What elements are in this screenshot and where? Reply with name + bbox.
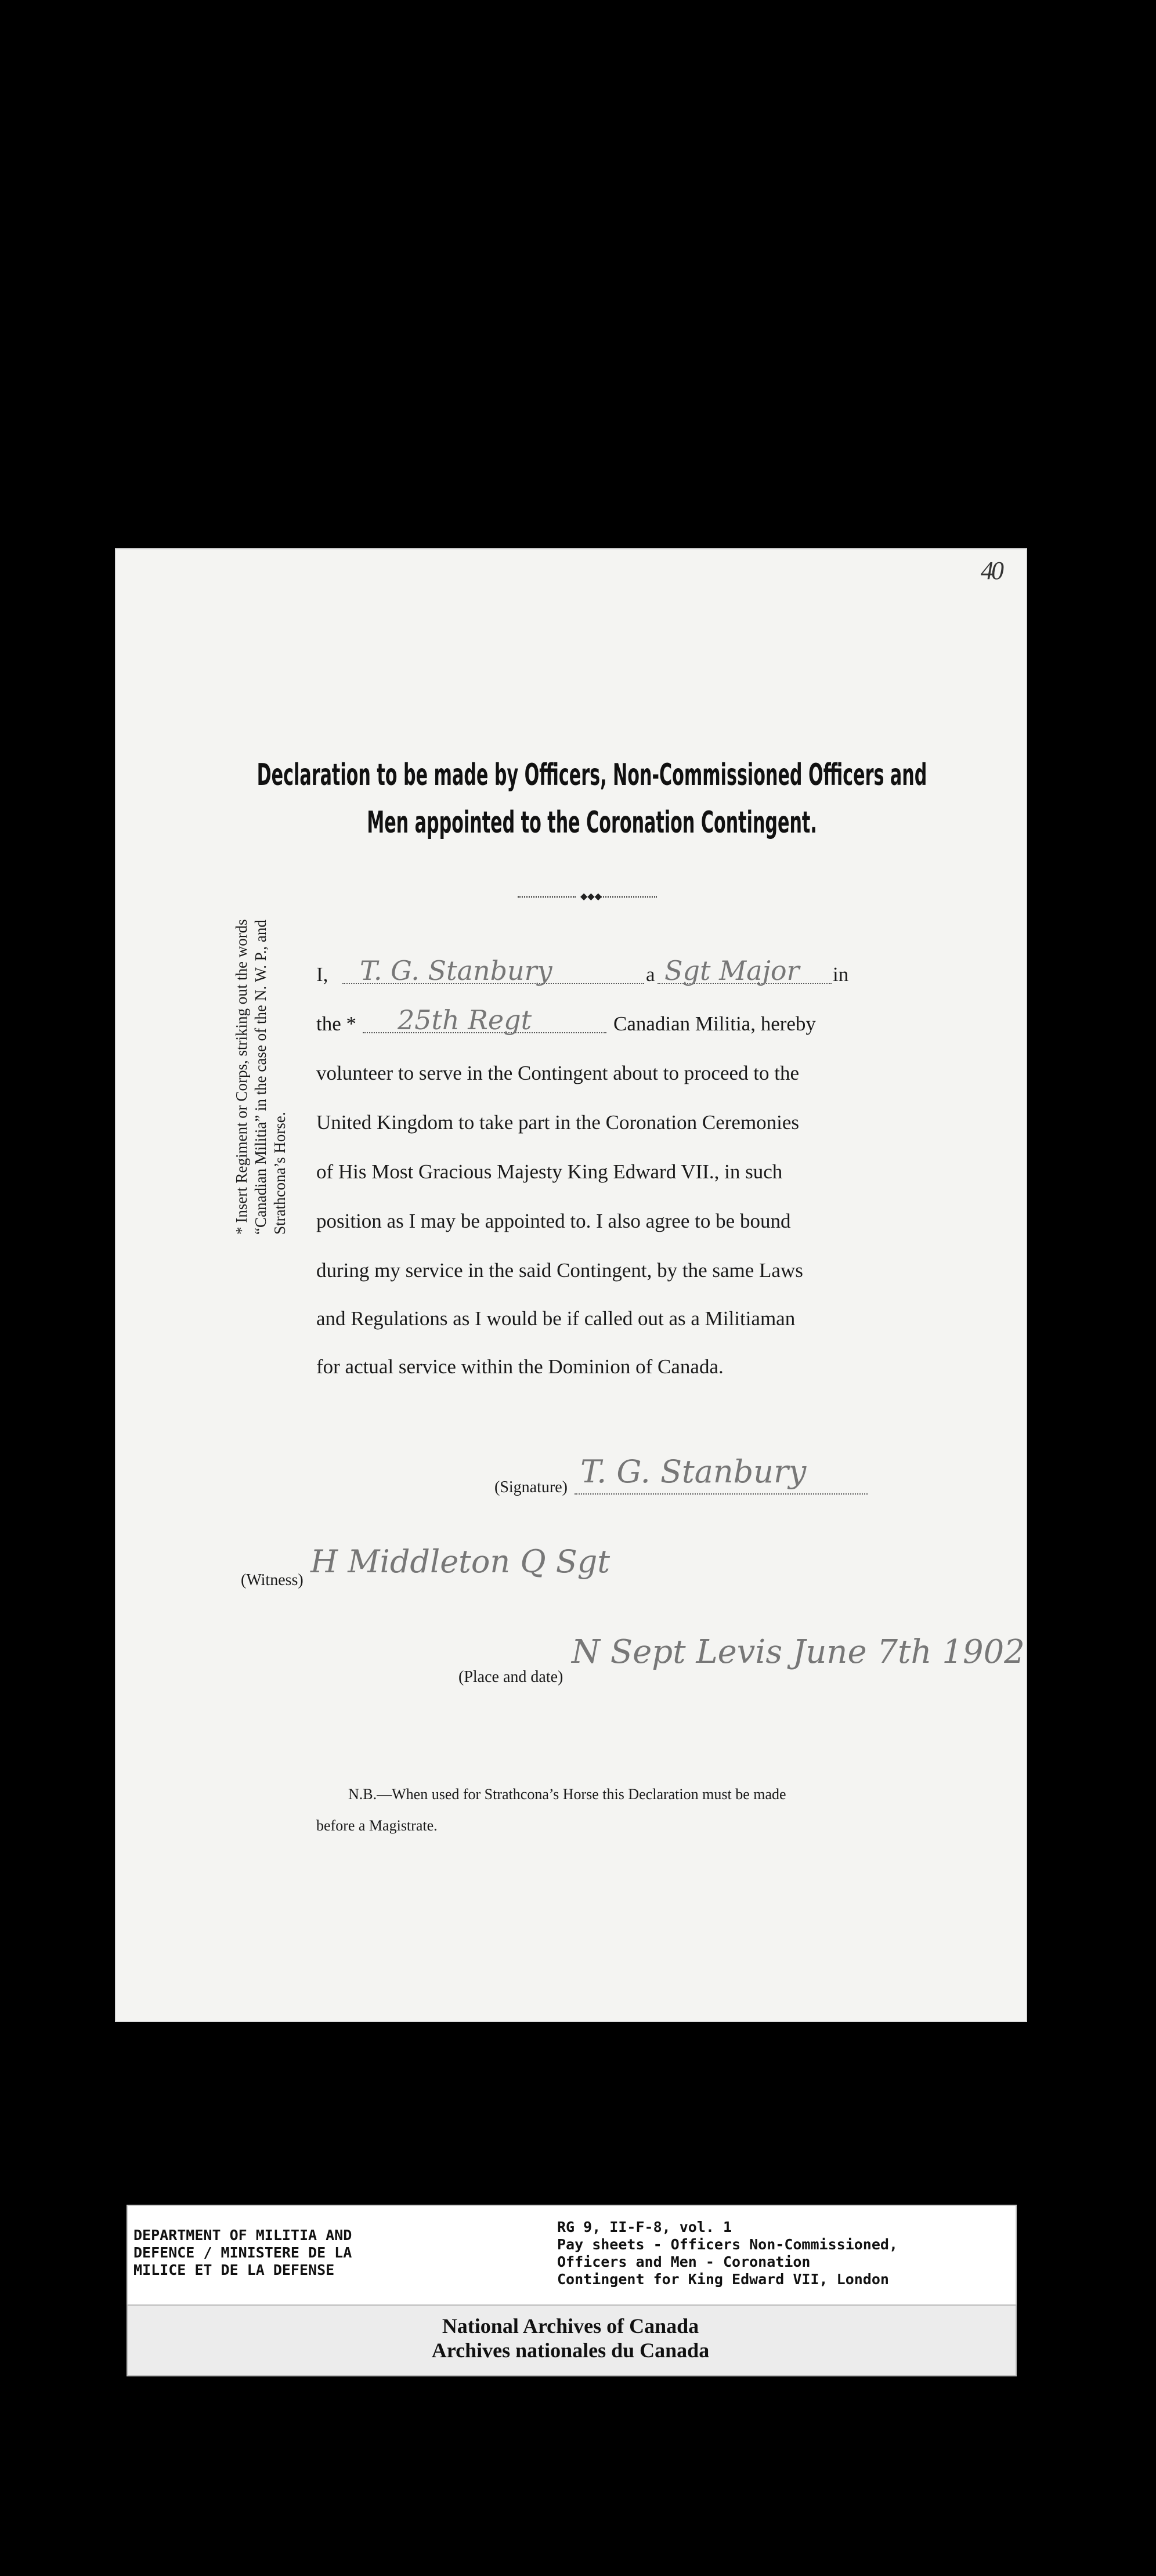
handwritten-name: T. G. Stanbury <box>360 955 552 986</box>
declaration-line-4: United Kingdom to take part in the Coronation Ceremonies <box>316 1111 800 1134</box>
title-line-1: Declaration to be made by Officers, Non-Commissioned Officers and <box>257 758 927 793</box>
archives-name <box>127 2314 1014 2362</box>
nb-note-line-2: before a Magistrate. <box>316 1817 438 1834</box>
handwritten-regiment: 25th Regt <box>398 1004 532 1036</box>
declaration-line-2 <box>316 1004 868 1036</box>
word-in: in <box>833 963 849 986</box>
declaration-line-9: for actual service within the Dominion of Canada. <box>316 1355 724 1378</box>
page-number: 40 <box>981 556 1002 585</box>
document-title <box>244 751 940 846</box>
signature-label: (Signature) <box>494 1478 568 1496</box>
handwritten-signature: T. G. Stanbury <box>580 1453 807 1490</box>
declaration-line-3: volunteer to serve in the Contingent about to proceed to the <box>316 1062 800 1084</box>
handwritten-rank: Sgt Major <box>664 955 800 986</box>
word-the: the * <box>316 1012 357 1035</box>
place-date-label: (Place and date) <box>458 1668 563 1686</box>
divider-ornament: ◆◆◆ <box>518 893 657 900</box>
declaration-line-7: during my service in the said Contingent, by the same Laws <box>316 1259 803 1282</box>
declaration-line-8: and Regulations as I would be if called out as a Militiaman <box>316 1307 796 1330</box>
witness-label: (Witness) <box>241 1571 304 1589</box>
signature-fill-line <box>575 1493 868 1495</box>
title-line-2: Men appointed to the Coronation Contingent. <box>367 805 817 840</box>
handwritten-place-date: N Sept Levis June 7th 1902 <box>572 1633 1025 1671</box>
line-2-rest: Canadian Militia, hereby <box>613 1012 816 1035</box>
article-a: a <box>646 963 655 986</box>
margin-note-line-2: “Canadian Militia” in the case of the N. W. P., and <box>252 920 269 1235</box>
declaration-line-5: of His Most Gracious Majesty King Edward VII., in such <box>316 1160 783 1183</box>
margin-note-line-3: Strathcona’s Horse. <box>271 1112 288 1235</box>
margin-note-line-1: * Insert Regiment or Corps, striking out the words <box>233 919 250 1235</box>
handwritten-witness: H Middleton Q Sgt <box>310 1543 610 1580</box>
declaration-line-6: position as I may be appointed to. I also agree to be bound <box>316 1210 791 1232</box>
declaration-prefix: I, <box>316 963 328 986</box>
declaration-line-1 <box>316 955 868 986</box>
reference-label: RG 9, II-F-8, vol. 1 Pay sheets - Officers Non-Commissioned, Officers and Men - Coronation Contingent for King Edward VII, London <box>557 2219 898 2288</box>
department-label: DEPARTMENT OF MILITIA AND DEFENCE / MINISTERE DE LA MILICE ET DE LA DEFENSE <box>133 2227 352 2278</box>
nb-note-line-1: N.B.—When used for Strathcona’s Horse this Declaration must be made <box>348 1786 786 1803</box>
margin-footnote <box>232 863 290 1235</box>
archives-name-fr: Archives nationales du Canada <box>431 2339 710 2362</box>
archives-name-en: National Archives of Canada <box>442 2314 699 2338</box>
